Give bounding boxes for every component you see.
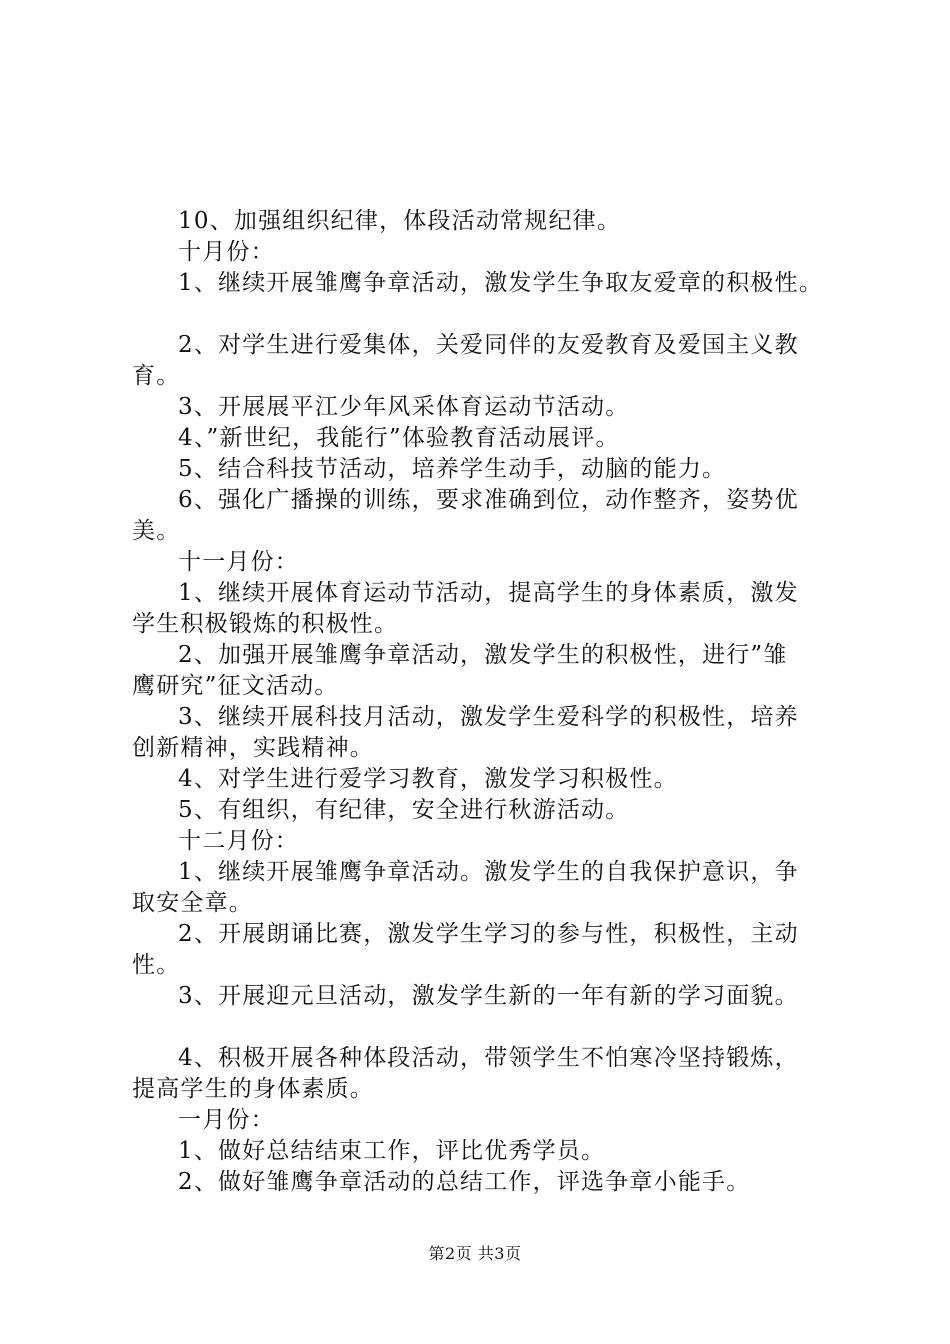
text-line: 性。 bbox=[132, 952, 181, 978]
text-line: 创新精神，实践精神。 bbox=[132, 735, 374, 761]
text-line: 3、继续开展科技月活动，激发学生爱科学的积极性，培养 bbox=[178, 704, 799, 730]
page-footer: 第2页 共3页 bbox=[428, 1244, 522, 1263]
text-line: 十一月份： bbox=[178, 549, 299, 575]
text-line: 育。 bbox=[132, 363, 181, 389]
text-line: 1、继续开展雏鹰争章活动，激发学生争取友爱章的积极性。 bbox=[178, 270, 824, 296]
text-line: 十二月份： bbox=[178, 828, 299, 854]
text-line: 5、结合科技节活动，培养学生动手，动脑的能力。 bbox=[178, 456, 727, 482]
text-line: 6、强化广播操的训练，要求准确到位，动作整齐，姿势优 bbox=[178, 487, 799, 513]
text-line: 4、对学生进行爱学习教育，激发学习积极性。 bbox=[178, 766, 678, 792]
text-line: 2、做好雏鹰争章活动的总结工作，评选争章小能手。 bbox=[178, 1169, 751, 1195]
blank-line bbox=[132, 1012, 842, 1043]
text-line: 十月份： bbox=[178, 239, 275, 265]
text-line: 提高学生的身体素质。 bbox=[132, 1076, 374, 1102]
text-line: 3、开展迎元旦活动，激发学生新的一年有新的学习面貌。 bbox=[178, 983, 799, 1009]
text-line: 5、有组织，有纪律，安全进行秋游活动。 bbox=[178, 797, 630, 823]
text-line: 1、做好总结结束工作，评比优秀学员。 bbox=[178, 1138, 606, 1164]
document-body bbox=[132, 206, 842, 1198]
text-line: 1、继续开展雏鹰争章活动。激发学生的自我保护意识，争 bbox=[178, 859, 799, 885]
text-line: 2、开展朗诵比赛，激发学生学习的参与性，积极性，主动 bbox=[178, 921, 799, 947]
text-line: 学生积极锻炼的积极性。 bbox=[132, 611, 399, 637]
text-line: 1、继续开展体育运动节活动，提高学生的身体素质，激发 bbox=[178, 580, 799, 606]
text-line: 2、加强开展雏鹰争章活动，激发学生的积极性，进行”雏 bbox=[178, 642, 788, 668]
text-line: 3、开展展平江少年风采体育运动节活动。 bbox=[178, 394, 630, 420]
text-line: 鹰研究”征文活动。 bbox=[132, 673, 339, 699]
text-line: 取安全章。 bbox=[132, 890, 253, 916]
text-line: 4、积极开展各种体段活动，带领学生不怕寒冷坚持锻炼， bbox=[178, 1045, 799, 1071]
text-line: 一月份： bbox=[178, 1107, 275, 1133]
text-line: 4、”新世纪，我能行”体验教育活动展评。 bbox=[178, 425, 620, 451]
text-line: 10、加强组织纪律，体段活动常规纪律。 bbox=[178, 208, 622, 234]
blank-line bbox=[132, 299, 842, 330]
text-line: 美。 bbox=[132, 518, 181, 544]
text-line: 2、对学生进行爱集体，关爱同伴的友爱教育及爱国主义教 bbox=[178, 332, 799, 358]
